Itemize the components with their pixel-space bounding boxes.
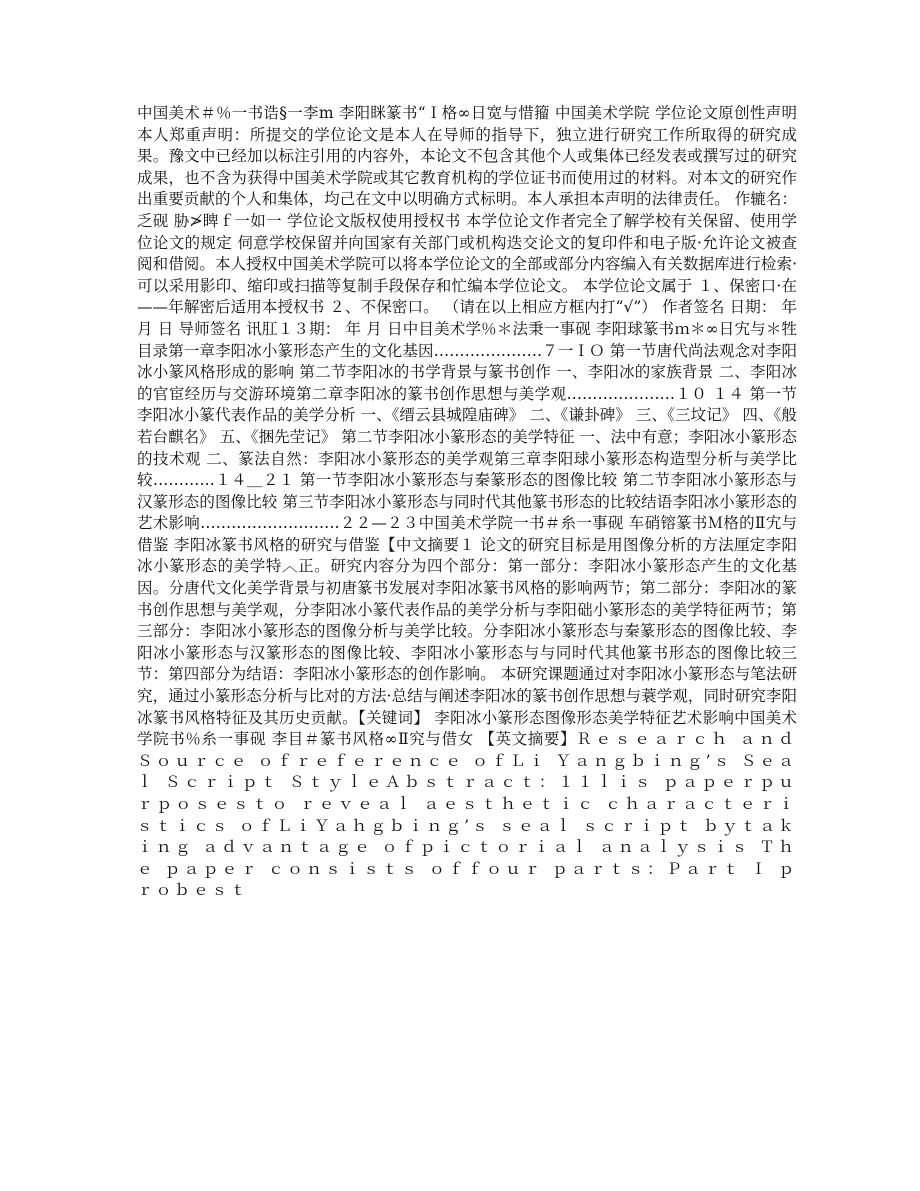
body-paragraph xyxy=(137,103,797,902)
document-body xyxy=(137,103,797,902)
body-text: 中国美术＃％一书诰§一李m 李阳眯篆书“Ｉ格∞日宽与惜籀 中国美术学院 学位论文原创性声明 本人郑重声明：所提交的学位论文是本人在导师的指导下，独立进行研究工作所取得的研究成果。豫文中已经加以标注引用的内容外，本论文不包含其他个人或集体已经发表或撰写过的研究成果，也不含为获得中国美术学院或其它教育机构的学位证书而使用过的材料。对本文的研究作出重要贡献的个人和集体，均己在文中以明确方式标明。本人承担本声明的法律责任。 作辘名：乏砚 胁≯睥ｆ一如一 学位论文版权使用授权书 本学位论文作者完全了解学校有关保留、使用学位论文的规定 伺意学校保留并向国家有关部门或机构迭交论文的复印件和电子版·允许论文被查阅和借阅。本人授权中国美术学院可以将本学位论文的全部或部分内容编入有关数据库进行检索·可以采用影印、缩印或扫描等复制手段保存和忙编本学位论文。 本学位论文属于 １、保密口·在——年解密后适用本授权书 ２、不保密口。 （请在以上相应方框内打“√”） 作者签名 日期： 年 月 日 导师签名 讯肛１３期： 年 月 日中目美术学％＊法秉一事砚 李阳球篆书ｍ＊∞日宄与＊牲 目录第一章李阳冰小篆形态产生的文化基因…………………７一ＩＯ 第一节唐代尚法观念对李阳冰小篆风格形成的影响 第二节李阳冰的书学背景与篆书创作 一、李阳冰的家族背景 二、李阳冰的官宦经历与交游环境第二章李阳冰的篆书创作思想与美学观…………………１０ １４ 第一节李阳冰小篆代表作品的美学分析 一、《缙云县城隍庙碑》 二、《谦卦碑》 三、《三坟记》 四、《般若台麒名》 五、《捆先茔记》 第二节李阳冰小篆形态的美学特征 一、法中有意；李阳冰小篆形态的技术观 二、篆法自然：李阳冰小篆形态的美学观第三章李阳球小篆形态构造型分析与美学比较…………１４＿２１ 第一节李阳冰小篆形态与秦篆形态的图像比较 第二节李阳冰小篆形态与汉篆形态的图像比较 第三节李阳冰小篆形态与同时代其他篆书形态的比较结语李阳冰小篆形态的艺术影响………………………２２—２３中国美术学院一书＃糸一事砚 车硝镕篆书Ｍ格的Ⅱ宄与借鉴 李阳冰篆书风格的研究与借鉴【中文摘要１ 论文的研究目标是用图像分析的方法厘定李阳冰小篆形态的美学特︿正。研究内容分为四个部分：第一部分：李阳冰小篆形态产生的文化基因。分唐代文化美学背景与初唐篆书发展对李阳冰篆书风格的影响两节；第二部分：李阳冰的篆书创作思想与美学观，分李阳冰小篆代表作品的美学分析与李阳础小篆形态的美学特征两节；第三部分：李阳冰小篆形态的图像分析与美学比较。分李阳冰小篆形态与秦篆形态的图像比较、李阳冰小篆形态与汉篆形态的图像比较、李阳冰小篆形态与与同时代其他篆书形态的图像比较三节：第四部分为结语：李阳冰小篆形态的创作影响。 本研究课题通过对李阳冰小篆形态与笔法研究，通过小篆形态分析与比对的方法·总结与阐述李阳冰的篆书创作思想与蓑学观，同时研究李阳冰篆书风格特征及其历史贡献。【关键词】 李阳冰小篆形态图像形态美学特征艺术影响中国美术学院书％糸一事砚 李目＃篆书风格∞Ⅱ究与借女 【英文摘要】 xyxy=(137,104,797,749)
english-abstract-text: Ｒｅｓｅａｒｃｈ ａｎｄ Ｓｏｕｒｃｅ ｏｆｒｅｆｅｒｅｎｃｅ ｏｆＬｉ Ｙａｎｇｂｉｎｇ’ｓ Ｓｅａｌ Ｓｃｒｉｐｔ ＳｔｙｌｅＡｂｓｔｒａｃｔ：１１ｌｉｓ ｐａｐｅｒｐｕｒｐｏｓｅｓｔｏ ｒｅｖｅａｌ ａｅｓｔｈｅｔｉｃ ｃｈａｒａｃｔｅｒｉｓｔｉｃｓ ｏｆＬｉＹａｈｇｂｉｎｇ’ｓ ｓｅａｌ ｓｃｒｉｐｔ ｂｙｔａｋｉｎｇ ａｄｖａｎｔａｇｅ ｏｆｐｉｃｔｏｒｉａｌ ａｎａｌｙｓｉｓ Ｔｈｅ ｐａｐｅｒ ｃｏｎｓｉｓｔｓ ｏｆｆｏｕｒ ｐａｒｔｓ：Ｐａｒｔ Ｉ ｐｒｏｂｅｓｔ xyxy=(137,730,798,900)
